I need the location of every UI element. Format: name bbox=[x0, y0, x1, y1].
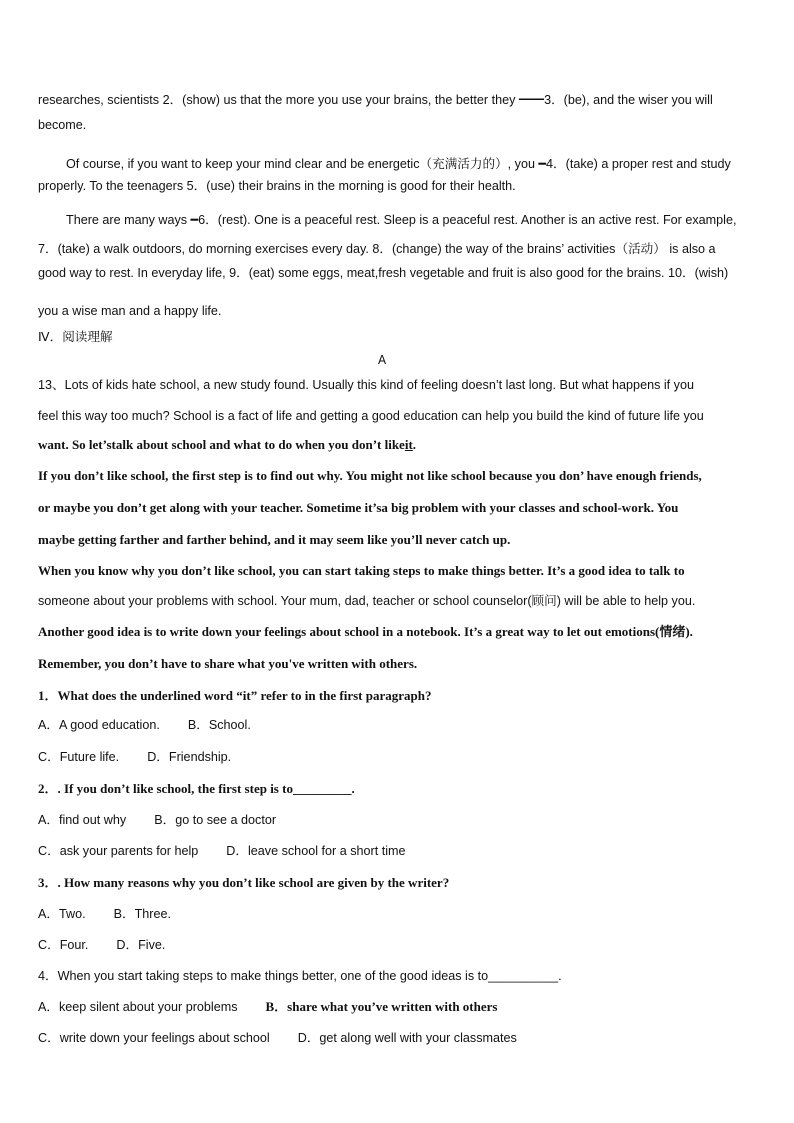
reading-p2-line-3: maybe getting farther and farther behind, and it may seem like you’ll never catch up. bbox=[38, 532, 511, 547]
q1-option-a: A．A good education. bbox=[38, 718, 160, 732]
q1-option-c: C．Future life. bbox=[38, 750, 120, 764]
question-3: 3．. How many reasons why you don’t like school are given by the writer? bbox=[38, 875, 450, 890]
reading-p4-line-2: Remember, you don’t have to share what you've written with others. bbox=[38, 656, 418, 671]
q2-option-b: B．go to see a doctor bbox=[154, 813, 277, 827]
question-3-options-cd bbox=[38, 937, 165, 953]
reading-p4-line-1: Another good idea is to write down your feelings about school in a notebook. It’s a great way to let out emotions(情绪). bbox=[38, 624, 693, 639]
passage-line-4: properly. To the teenagers 5．(use) their brains in the morning is good for their health. bbox=[38, 179, 516, 193]
reading-p2-line-1: If you don’t like school, the first step is to find out why. You might not like school because you don’ have enough friends, bbox=[38, 468, 702, 483]
reading-p1-line-3 bbox=[38, 437, 416, 453]
question-2-options-cd bbox=[38, 843, 405, 859]
q1-option-b: B．School. bbox=[187, 718, 251, 732]
reading-p1-line-3-text: want. So let’stalk about school and what to do when you don’t like bbox=[38, 437, 405, 452]
reading-p2-line-2: or maybe you don’t get along with your teacher. Sometime it’sa big problem with your classes and school-work. You bbox=[38, 500, 679, 515]
question-4-options-ab bbox=[38, 999, 497, 1015]
underlined-word-it: it bbox=[404, 437, 413, 452]
q4-option-a: A．keep silent about your problems bbox=[38, 1000, 238, 1014]
section-heading: Ⅳ．阅读理解 bbox=[38, 330, 113, 344]
section-part-label: A bbox=[377, 353, 387, 367]
passage-line-2: become. bbox=[38, 118, 87, 132]
reading-p1-line-1: 13、Lots of kids hate school, a new study found. Usually this kind of feeling doesn’t last long. But what happens if you bbox=[38, 378, 694, 392]
question-2: 2．. If you don’t like school, the first step is to_________. bbox=[38, 781, 355, 796]
question-1-options-ab bbox=[38, 717, 251, 733]
reading-p3-line-1: When you know why you don’t like school, you can start taking steps to make things better. It’s a good idea to talk to bbox=[38, 563, 685, 578]
q4-option-b: B．share what you’ve written with others bbox=[265, 999, 498, 1014]
passage-line-5: There are many ways ━6．(rest). One is a peaceful rest. Sleep is a peaceful rest. Another is an active rest. For example, bbox=[66, 213, 737, 227]
q4-option-c: C．write down your feelings about school bbox=[38, 1031, 270, 1045]
q2-option-a: A．find out why bbox=[38, 813, 127, 827]
passage-line-7: good way to rest. In everyday life, 9．(eat) some eggs, meat,fresh vegetable and fruit is also good for the brains. 10．(wish) bbox=[38, 266, 729, 280]
q3-option-d: D．Five. bbox=[116, 938, 166, 952]
q3-option-a: A．Two. bbox=[38, 907, 86, 921]
passage-line-6: 7．(take) a walk outdoors, do morning exercises every day. 8．(change) the way of the brains’ activities（活动） is also a bbox=[38, 242, 716, 256]
question-3-options-ab bbox=[38, 906, 171, 922]
question-2-options-ab bbox=[38, 812, 276, 828]
q4-option-d: D．get along well with your classmates bbox=[297, 1031, 517, 1045]
q2-option-d: D．leave school for a short time bbox=[226, 844, 406, 858]
reading-p3-line-2: someone about your problems with school. Your mum, dad, teacher or school counselor(顾问) will be able to help you. bbox=[38, 594, 696, 608]
passage-line-3: Of course, if you want to keep your mind clear and be energetic（充满活力的）, you ━4．(take) a proper rest and study bbox=[66, 157, 731, 171]
question-1-options-cd bbox=[38, 749, 231, 765]
question-1: 1．What does the underlined word “it” refer to in the first paragraph? bbox=[38, 688, 432, 703]
q1-option-d: D．Friendship. bbox=[147, 750, 232, 764]
q2-option-c: C．ask your parents for help bbox=[38, 844, 199, 858]
question-4: 4．When you start taking steps to make things better, one of the good ideas is to__________. bbox=[38, 969, 562, 983]
reading-p1-line-3-end: . bbox=[412, 437, 417, 452]
reading-p1-line-2: feel this way too much? School is a fact of life and getting a good education can help you build the kind of future life you bbox=[38, 409, 704, 423]
passage-line-8: you a wise man and a happy life. bbox=[38, 304, 222, 318]
q3-option-c: C．Four. bbox=[38, 938, 89, 952]
q3-option-b: B．Three. bbox=[113, 907, 171, 921]
passage-line-1: researches, scientists 2．(show) us that the more you use your brains, the better they ━━3．(be), and the wiser you will bbox=[38, 93, 713, 107]
question-4-options-cd bbox=[38, 1030, 517, 1046]
